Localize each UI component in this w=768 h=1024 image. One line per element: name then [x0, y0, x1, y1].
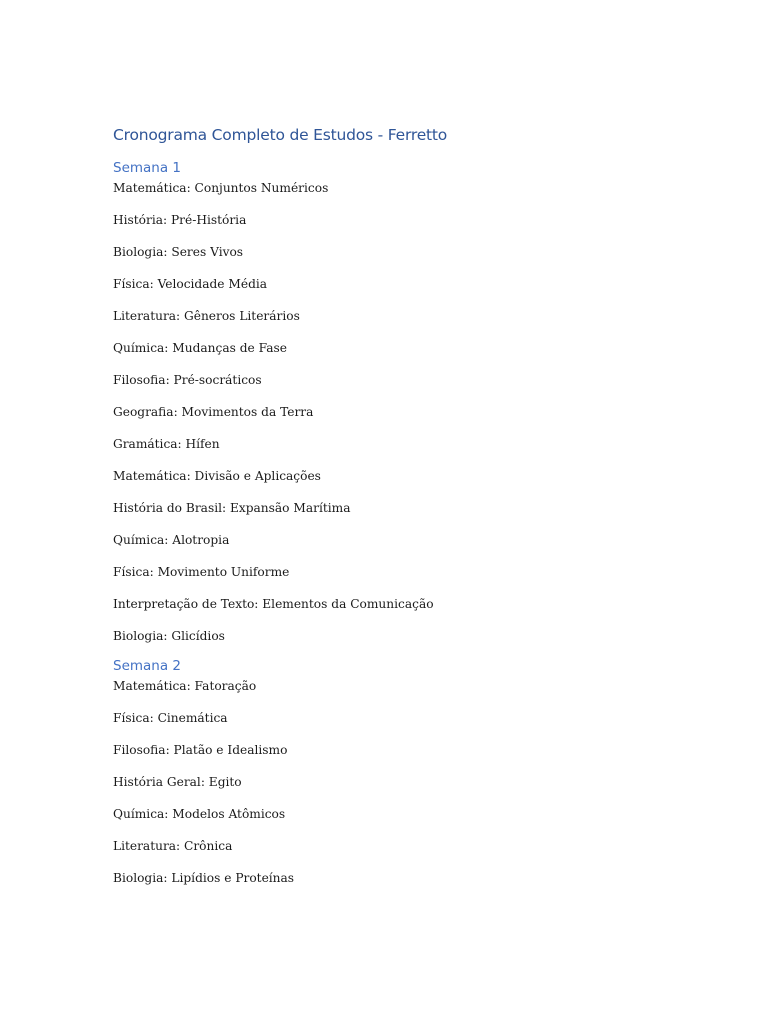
document-title: Cronograma Completo de Estudos - Ferretto	[113, 126, 448, 144]
topic-list	[113, 675, 673, 889]
topic-item: Física: Velocidade Média	[113, 277, 268, 291]
topic-item: Química: Alotropia	[113, 533, 230, 547]
topic-item: Geografia: Movimentos da Terra	[113, 405, 314, 419]
topic-item: História Geral: Egito	[113, 775, 242, 789]
topic-list	[113, 177, 673, 647]
topic-item: Gramática: Hífen	[113, 437, 220, 451]
week-heading: Semana 1	[113, 160, 182, 176]
topic-item: Física: Movimento Uniforme	[113, 565, 290, 579]
topic-item: Biologia: Seres Vivos	[113, 245, 244, 259]
topic-item: Filosofia: Pré-socráticos	[113, 373, 262, 387]
topic-item: Literatura: Crônica	[113, 839, 233, 853]
topic-item: Física: Cinemática	[113, 711, 228, 725]
topic-item: Química: Modelos Atômicos	[113, 807, 286, 821]
topic-item: Literatura: Gêneros Literários	[113, 309, 300, 323]
week-1-section	[113, 159, 673, 647]
topic-item: Biologia: Lipídios e Proteínas	[113, 871, 295, 885]
week-heading: Semana 2	[113, 658, 182, 674]
week-2-section	[113, 657, 673, 889]
topic-item: Interpretação de Texto: Elementos da Comunicação	[113, 597, 434, 611]
topic-item: Matemática: Fatoração	[113, 679, 257, 693]
topic-item: Biologia: Glicídios	[113, 629, 225, 643]
topic-item: Filosofia: Platão e Idealismo	[113, 743, 288, 757]
topic-item: História: Pré-História	[113, 213, 247, 227]
topic-item: História do Brasil: Expansão Marítima	[113, 501, 351, 515]
topic-item: Matemática: Divisão e Aplicações	[113, 469, 321, 483]
topic-item: Química: Mudanças de Fase	[113, 341, 287, 355]
topic-item: Matemática: Conjuntos Numéricos	[113, 181, 329, 195]
document-body	[113, 122, 673, 889]
